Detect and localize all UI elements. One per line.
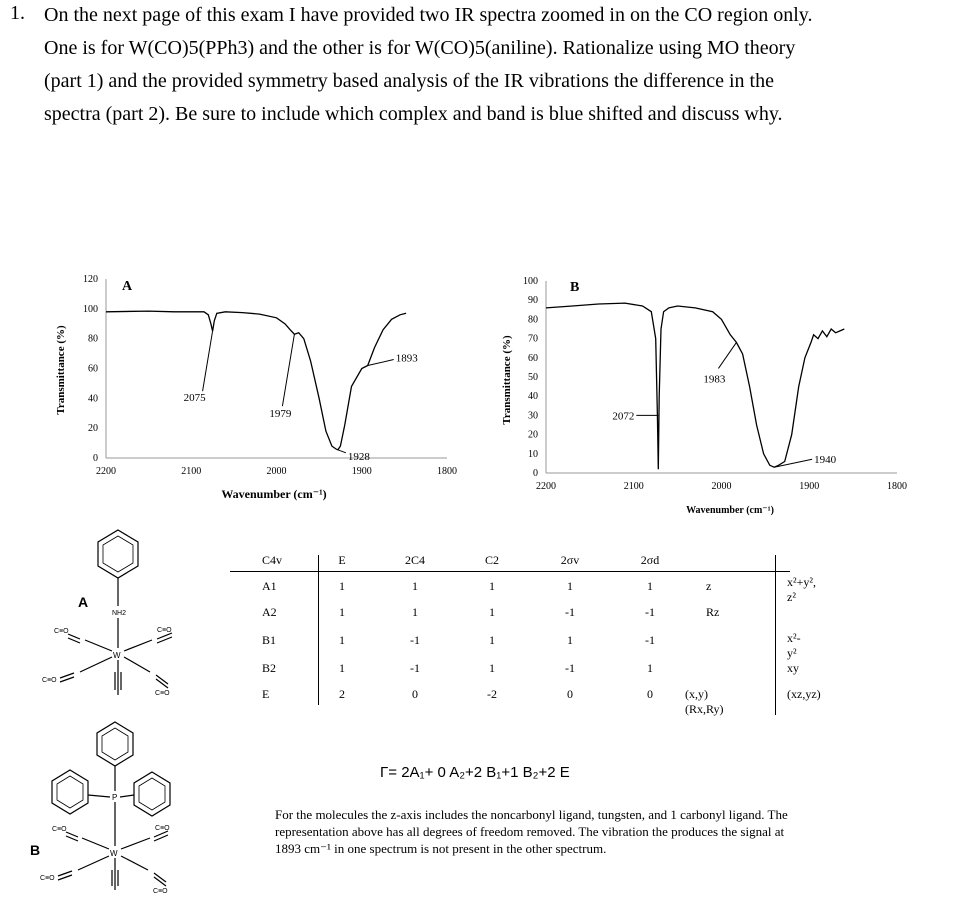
chart-b-panel-label: B <box>570 280 580 295</box>
chart-a-ytick-label: 40 <box>88 393 98 405</box>
structure-a-nh2: NH2 <box>112 610 127 617</box>
chart-a-ytick-label: 100 <box>83 303 98 315</box>
structure-b-co-right: C≡O <box>155 825 170 832</box>
chart-b-annotation-label: 2072 <box>612 410 635 423</box>
structure-b-phosphorus: P <box>112 793 118 802</box>
ct-header-2sd: 2σd <box>640 553 660 567</box>
structure-b-co-left: C≡O <box>52 826 67 833</box>
structure-b-label: B <box>30 842 41 858</box>
chart-b-ytick-label: 60 <box>528 352 538 364</box>
structure-b-metal: W <box>110 849 118 858</box>
chart-a-ytick-label: 120 <box>83 274 98 285</box>
chart-b-xtick-label: 2000 <box>711 481 732 492</box>
structure-a-co-bottom-left: C≡O <box>42 677 57 684</box>
ct-header-group: C4v <box>262 553 283 567</box>
chart-a-panel-label: A <box>122 279 133 294</box>
chart-a-xlabel: Wavenumber (cm⁻¹) <box>221 487 327 501</box>
chart-a-ytick-label: 20 <box>88 423 98 435</box>
chart-b-xtick-label: 1900 <box>799 481 820 492</box>
structure-a-co-bottom-right: C≡O <box>155 690 170 697</box>
chart-b-ytick-label: 40 <box>528 391 538 403</box>
structure-b <box>52 722 170 890</box>
chart-a-annotation-label: 2075 <box>183 392 206 405</box>
reducible-representation: Γ= 2A₁+ 0 A₂+2 B₁+1 B₂+2 E <box>380 764 570 781</box>
chart-b-ytick-label: 10 <box>528 448 538 460</box>
chart-a-ytick-label: 80 <box>88 333 98 345</box>
phenyl-ring-a-inner <box>103 536 133 572</box>
chart-b-ytick-label: 80 <box>528 314 538 326</box>
chart-a-annotation-label: 1979 <box>269 408 292 421</box>
chart-a-annotation-label: 1893 <box>395 352 418 365</box>
structure-a-co-right: C≡O <box>157 627 172 634</box>
chart-b-xtick-label: 2200 <box>536 481 556 492</box>
chart-b-ytick-label: 90 <box>528 295 538 307</box>
chart-a-xtick-label: 2200 <box>96 466 116 477</box>
structure-a-metal: W <box>113 651 121 660</box>
chart-b-ytick-label: 20 <box>528 429 538 441</box>
chart-b-xlabel: Wavenumber (cm⁻¹) <box>686 505 774 516</box>
ct-header-e: E <box>338 553 346 567</box>
phenyl-ring-a <box>98 530 138 578</box>
chart-a-xtick-label: 1900 <box>351 466 372 477</box>
chart-b-xtick-label: 2100 <box>623 481 644 492</box>
chart-b-ytick-label: 30 <box>528 410 538 422</box>
question-line-4: spectra (part 2). Be sure to include which complex and band is blue shifted and discuss why. <box>44 103 783 125</box>
chart-a-xtick-label: 1800 <box>437 466 457 477</box>
question-number: 1. <box>10 2 25 24</box>
footnote: For the molecules the z-axis includes the noncarbonyl ligand, tungsten, and 1 carbonyl ligand. The representation above has all degrees of freedom removed. The vibration the produces the signal at 1893 cm⁻¹ in one spectrum is not present in the other spectrum. <box>275 807 788 856</box>
chart-a-xtick-label: 2100 <box>181 466 202 477</box>
chart-a-annotation-label: 1928 <box>347 450 370 463</box>
chart-a-ytick-label: 60 <box>88 363 98 375</box>
ct-header-c2: C2 <box>484 553 499 567</box>
structure-a-label: A <box>78 594 89 610</box>
chart-b-xtick-label: 1800 <box>887 481 907 492</box>
ct-header-2c4: 2C4 <box>404 553 425 567</box>
structure-b-co-bottom-right: C≡O <box>153 888 168 895</box>
question-line-2: One is for W(CO)5(PPh3) and the other is for W(CO)5(aniline). Rationalize using MO theory <box>44 37 796 59</box>
chart-a-ytick-label: 0 <box>93 453 98 464</box>
chart-b-ytick-label: 70 <box>528 333 538 345</box>
structure-a-co-left: C≡O <box>54 628 69 635</box>
chart-b-annotation-label: 1983 <box>703 373 726 386</box>
chart-a-xtick-label: 2000 <box>266 466 287 477</box>
chart-b-ytick-label: 100 <box>523 276 538 287</box>
chart-a-ylabel: Transmittance (%) <box>55 325 67 415</box>
chart-b-ytick-label: 0 <box>533 468 538 479</box>
ct-header-2sv: 2σv <box>560 553 580 567</box>
chart-b-annotation-label: 1940 <box>814 454 837 467</box>
chart-b-ytick-label: 50 <box>528 372 538 383</box>
question-line-3: (part 1) and the provided symmetry based analysis of the IR vibrations the difference in the <box>44 70 774 92</box>
structure-b-co-bottom-left: C≡O <box>40 875 55 882</box>
question-line-1: On the next page of this exam I have provided two IR spectra zoomed in on the CO region only. <box>44 4 813 26</box>
chart-b-ylabel: Transmittance (%) <box>501 335 513 425</box>
